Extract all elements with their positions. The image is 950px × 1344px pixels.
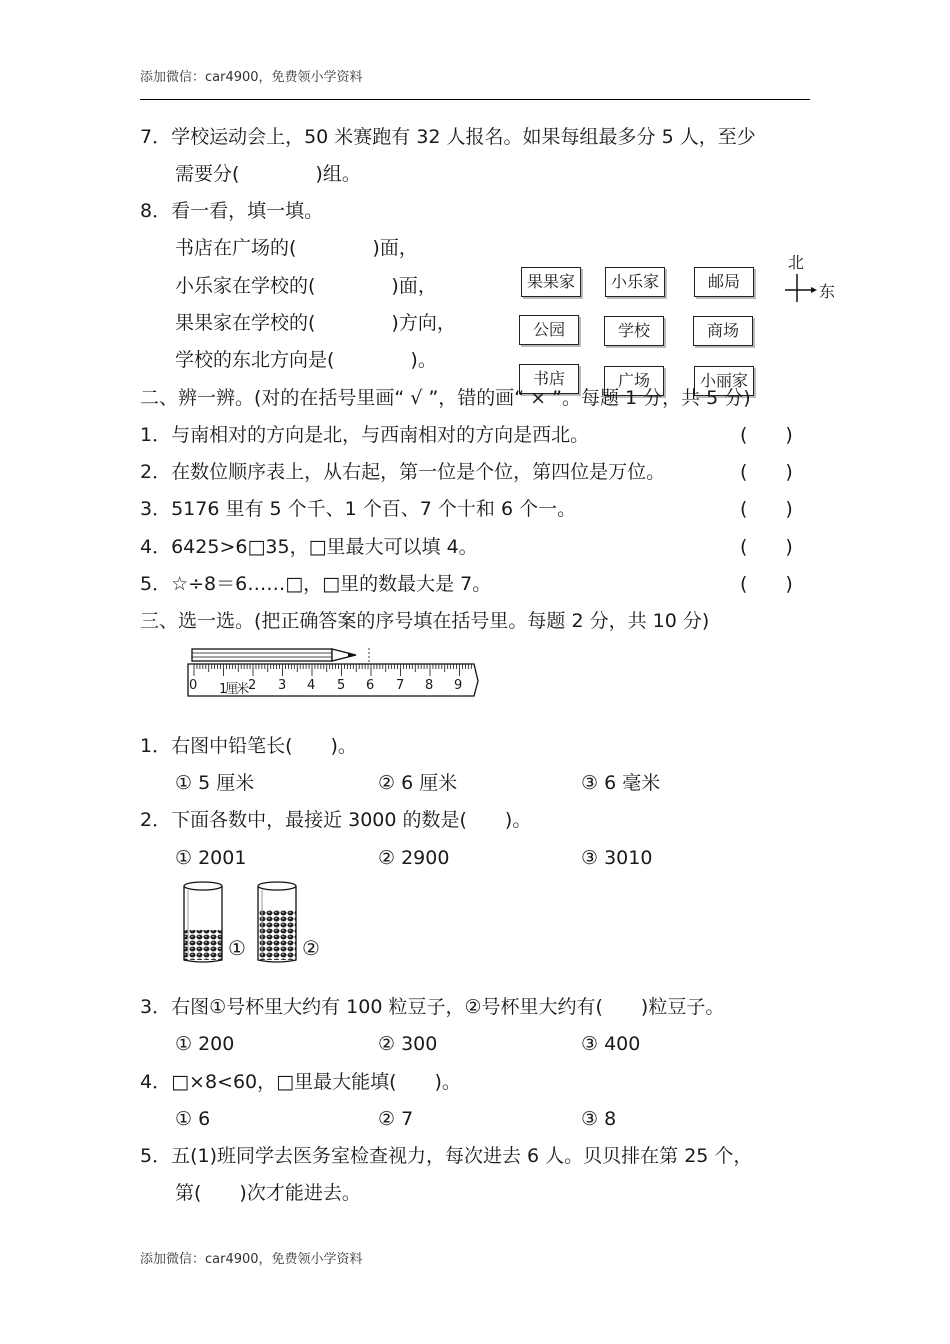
section3-title: 三、选一选。(把正确答案的序号填在括号里。每题 2 分，共 10 分) [140, 610, 710, 632]
s3-q3-option-2: ② 300 [378, 1033, 438, 1055]
header-divider [140, 99, 810, 100]
map-box-guoguo-home: 果果家 [521, 267, 581, 297]
q8-line3: 果果家在学校的( )方向， [175, 312, 456, 334]
s2-item1: 1．与南相对的方向是北，与西南相对的方向是西北。 [140, 424, 590, 446]
q7-line2: 需要分( )组。 [175, 163, 361, 185]
s2-answer-paren-5: ( ) [740, 573, 793, 595]
s3-q2-option-1: ① 2001 [175, 847, 247, 869]
s3-q1-option-1: ① 5 厘米 [175, 772, 255, 794]
s3-q3-option-3: ③ 400 [581, 1033, 641, 1055]
compass-east-label: 东 [819, 282, 836, 301]
s2-answer-paren-4: ( ) [740, 536, 793, 558]
s3-q2-option-2: ② 2900 [378, 847, 450, 869]
cup-2-label: ② [302, 936, 320, 960]
map-box-xiaoli-home: 小丽家 [694, 366, 754, 396]
map-box-park: 公园 [519, 315, 579, 345]
q8-line4: 学校的东北方向是( )。 [175, 349, 437, 371]
s2-answer-paren-1: ( ) [740, 424, 793, 446]
s3-q3-stem: 3．右图①号杯里大约有 100 粒豆子，②号杯里大约有( )粒豆子。 [140, 996, 725, 1018]
s3-q3-option-1: ① 200 [175, 1033, 235, 1055]
s3-q5-line1: 5．五(1)班同学去医务室检查视力，每次进去 6 人。贝贝排在第 25 个， [140, 1145, 753, 1167]
s3-q4-option-3: ③ 8 [581, 1108, 617, 1130]
compass [783, 250, 839, 306]
ruler-label-3: 3 [278, 678, 287, 693]
map-box-school: 学校 [604, 316, 664, 346]
s3-q4-option-1: ① 6 [175, 1108, 211, 1130]
s2-item2: 2．在数位顺序表上，从右起，第一位是个位，第四位是万位。 [140, 461, 666, 483]
ruler-pencil-figure [186, 646, 481, 698]
ruler-label-5: 5 [337, 678, 346, 693]
map-box-bookstore: 书店 [519, 364, 579, 394]
ruler-label-6: 6 [366, 678, 375, 693]
s2-answer-paren-2: ( ) [740, 461, 793, 483]
page-footer: 添加微信：car4900，免费领小学资料 [140, 1252, 363, 1267]
map-box-post-office: 邮局 [694, 267, 754, 297]
compass-north-label: 北 [788, 253, 805, 272]
ruler-label-0: 0 [189, 678, 198, 693]
s3-q1-option-3: ③ 6 毫米 [581, 772, 661, 794]
s2-item4: 4．6425>6□35，□里最大可以填 4。 [140, 536, 478, 558]
page-header: 添加微信：car4900，免费领小学资料 [140, 70, 363, 85]
ruler-label-7: 7 [396, 678, 405, 693]
ruler-label-1: 1厘米 [219, 682, 248, 697]
s3-q4-stem: 4．□×8<60，□里最大能填( )。 [140, 1071, 461, 1093]
s3-q5-line2: 第( )次才能进去。 [175, 1182, 361, 1204]
s3-q1-stem: 1．右图中铅笔长( )。 [140, 735, 357, 757]
s2-answer-paren-3: ( ) [740, 498, 793, 520]
ruler-label-4: 4 [307, 678, 316, 693]
ruler-label-2: 2 [248, 678, 257, 693]
map-box-xiaole-home: 小乐家 [605, 267, 665, 297]
s3-q1-option-2: ② 6 厘米 [378, 772, 458, 794]
q8-line1: 书店在广场的( )面， [175, 237, 418, 259]
bean-cups-figure [182, 880, 327, 965]
q7-line1: 7．学校运动会上，50 米赛跑有 32 人报名。如果每组最多分 5 人，至少 [140, 126, 756, 148]
ruler-label-9: 9 [454, 678, 463, 693]
s3-q2-option-3: ③ 3010 [581, 847, 653, 869]
s3-q4-option-2: ② 7 [378, 1108, 414, 1130]
map-box-mall: 商场 [693, 316, 753, 346]
q8-line2: 小乐家在学校的( )面， [175, 275, 437, 297]
s2-item5: 5．☆÷8＝6……□，□里的数最大是 7。 [140, 573, 492, 595]
section2-title: 二、辨一辨。(对的在括号里画“ √ ”，错的画“ × ”。每题 1 分，共 5 分) [140, 387, 751, 409]
s3-q2-stem: 2．下面各数中，最接近 3000 的数是( )。 [140, 809, 532, 831]
q8-title: 8．看一看，填一填。 [140, 200, 324, 222]
s2-item3: 3．5176 里有 5 个千、1 个百、7 个十和 6 个一。 [140, 498, 577, 520]
map-box-square: 广场 [604, 366, 664, 396]
ruler-label-8: 8 [425, 678, 434, 693]
cup-1-label: ① [228, 936, 246, 960]
